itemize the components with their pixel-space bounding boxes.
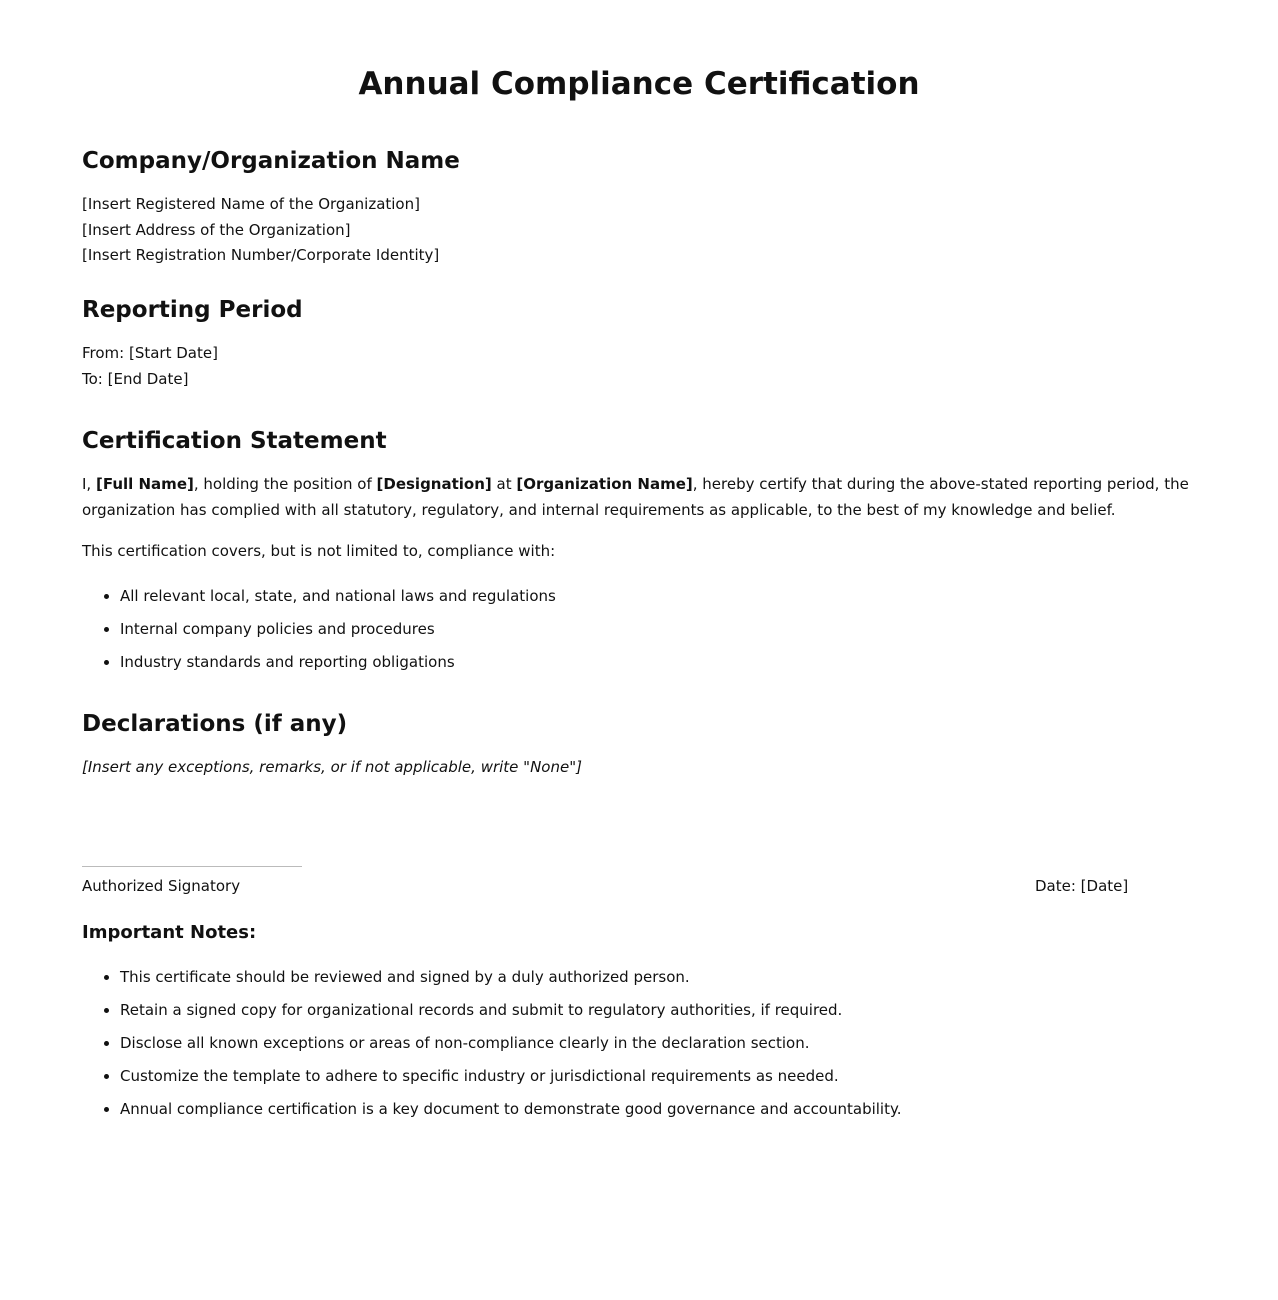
statement-suffix: , hereby certify that during the above-stated reporting period, the organization has complied with all statutory, regulatory, and internal requirements as applicable, to the best of my knowledge and belief.	[82, 475, 1189, 519]
list-item: • This certificate should be reviewed and signed by a duly authorized person.	[120, 967, 902, 1000]
certification-heading: Certification Statement	[82, 428, 387, 454]
signature-line	[82, 866, 302, 867]
statement-prefix: I,	[82, 475, 96, 493]
page-title: Annual Compliance Certification	[358, 66, 920, 102]
list-item: • Annual compliance certification is a key document to demonstrate good governance and accountability.	[120, 1099, 902, 1132]
company-details	[82, 192, 439, 269]
list-item: • All relevant local, state, and national laws and regulations	[120, 586, 556, 619]
company-registration-line: [Insert Registration Number/Corporate Identity]	[82, 246, 440, 264]
declarations-heading: Declarations (if any)	[82, 711, 348, 737]
reporting-period-details	[82, 341, 218, 392]
list-item: • Industry standards and reporting obligations	[120, 652, 556, 685]
compliance-list	[82, 586, 556, 685]
statement-mid-1: , holding the position of	[193, 475, 377, 493]
signature-date: Date: [Date]	[1035, 877, 1129, 895]
list-item: • Retain a signed copy for organizational records and submit to regulatory authorities, if required.	[120, 1000, 902, 1033]
period-to: To: [End Date]	[82, 369, 189, 388]
designation-placeholder: [Designation]	[376, 475, 492, 493]
organization-placeholder: [Organization Name]	[516, 475, 693, 493]
company-name-line: [Insert Registered Name of the Organization]	[82, 195, 420, 213]
full-name-placeholder: [Full Name]	[95, 475, 194, 493]
list-item: • Customize the template to adhere to specific industry or jurisdictional requirements as needed.	[120, 1066, 902, 1099]
list-item: • Internal company policies and procedures	[120, 619, 556, 652]
signatory-label: Authorized Signatory	[82, 877, 241, 895]
company-heading: Company/Organization Name	[82, 148, 460, 174]
reporting-period-heading: Reporting Period	[82, 297, 303, 323]
company-address-line: [Insert Address of the Organization]	[82, 220, 351, 239]
declarations-placeholder: [Insert any exceptions, remarks, or if not applicable, write "None"]	[82, 758, 582, 776]
notes-list	[82, 967, 902, 1132]
notes-heading: Important Notes:	[82, 922, 257, 943]
statement-mid-2: at	[491, 475, 517, 493]
certification-statement	[82, 471, 1202, 523]
list-item: • Disclose all known exceptions or areas of non-compliance clearly in the declaration section.	[120, 1033, 902, 1066]
period-from: From: [Start Date]	[82, 344, 218, 362]
covers-intro: This certification covers, but is not limited to, compliance with:	[82, 542, 556, 560]
